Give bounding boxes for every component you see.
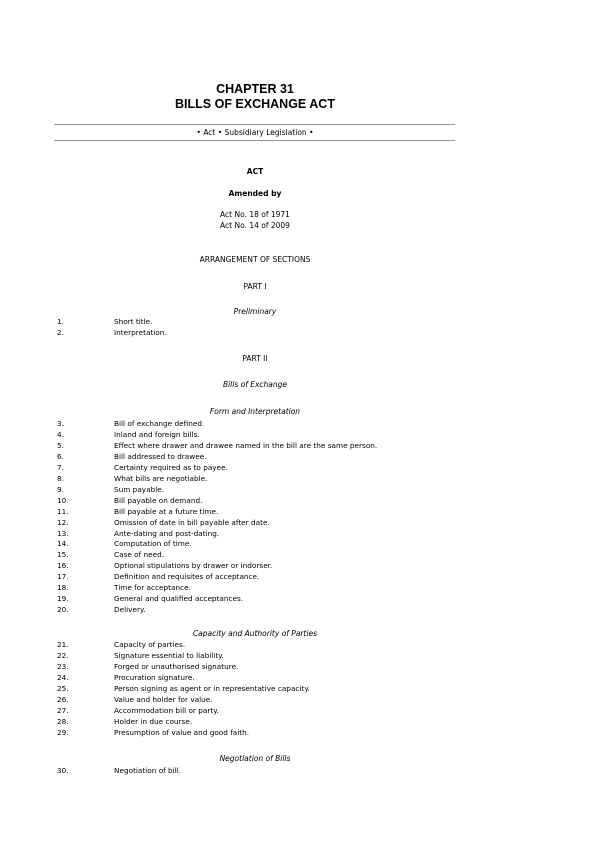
section-number: 13. — [57, 528, 69, 538]
section-number: 19. — [57, 594, 69, 604]
section-title-link[interactable]: Optional stipulations by drawer or indorser. — [114, 561, 273, 571]
section-row[interactable] — [0, 495, 595, 506]
section-row[interactable] — [0, 316, 595, 327]
section-row[interactable] — [0, 327, 595, 338]
section-title-link[interactable]: Forged or unauthorised signature. — [114, 661, 239, 671]
section-title-link[interactable]: Bill payable on demand. — [114, 495, 203, 505]
section-number: 15. — [57, 550, 69, 560]
section-row[interactable] — [0, 765, 595, 776]
section-title-link[interactable]: Time for acceptance. — [114, 583, 191, 593]
section-row[interactable] — [0, 560, 595, 571]
section-row[interactable] — [0, 683, 595, 694]
section-row[interactable] — [0, 582, 595, 593]
part-subheading: Bills of Exchange — [222, 380, 288, 389]
section-number: 1. — [57, 317, 64, 326]
section-title-link[interactable]: Person signing as agent or in representative capacity. — [114, 683, 310, 693]
section-title-link[interactable]: General and qualified acceptances. — [114, 594, 244, 604]
chapter-title: CHAPTER 31 — [216, 82, 294, 96]
section-row[interactable] — [0, 462, 595, 473]
section-title-link[interactable]: Interpretation. — [114, 327, 167, 337]
section-number: 12. — [57, 517, 69, 527]
section-number: 11. — [57, 506, 69, 516]
section-title-link[interactable]: Sum payable. — [114, 484, 165, 494]
section-number: 21. — [57, 640, 69, 649]
act-link[interactable]: Act — [203, 128, 216, 137]
section-number: 20. — [57, 605, 69, 615]
section-title-link[interactable]: Bill payable at a future time. — [114, 506, 219, 516]
nav-links — [0, 128, 510, 137]
section-title-link[interactable]: Accommodation bill or party. — [114, 705, 219, 715]
section-title-link[interactable]: Definition and requisites of acceptance. — [114, 572, 260, 582]
section-title-link[interactable]: Value and holder for value. — [114, 694, 213, 704]
amending-act: Act No. 14 of 2009 — [220, 221, 290, 230]
section-number: 8. — [57, 473, 64, 483]
amending-act: Act No. 18 of 1971 — [220, 210, 290, 219]
section-number: 25. — [57, 683, 69, 693]
section-number: 7. — [57, 462, 64, 472]
section-row[interactable] — [0, 429, 595, 440]
section-row[interactable] — [0, 517, 595, 528]
group-heading: Form and Interpretation — [209, 407, 301, 416]
section-row[interactable] — [0, 571, 595, 582]
section-row[interactable] — [0, 672, 595, 683]
section-row[interactable] — [0, 473, 595, 484]
nav-bullet: • — [196, 128, 201, 137]
section-row[interactable] — [0, 484, 595, 495]
section-number: 30. — [57, 766, 69, 775]
section-title-link[interactable]: Holder in due course. — [114, 716, 193, 726]
part-subheading: Preliminary — [233, 307, 277, 316]
section-row[interactable] — [0, 418, 595, 429]
section-row[interactable] — [0, 604, 595, 615]
section-row[interactable] — [0, 705, 595, 716]
section-row[interactable] — [0, 528, 595, 539]
top-divider — [54, 124, 455, 125]
section-number: 10. — [57, 495, 69, 505]
section-row[interactable] — [0, 593, 595, 604]
section-row[interactable] — [0, 506, 595, 517]
section-number: 16. — [57, 561, 69, 571]
act-title: BILLS OF EXCHANGE ACT — [175, 97, 335, 111]
section-row[interactable] — [0, 694, 595, 705]
section-number: 2. — [57, 327, 64, 337]
nav-bullet: • — [217, 128, 223, 137]
section-number: 26. — [57, 694, 69, 704]
section-title-link[interactable]: Short title. — [114, 317, 153, 326]
section-title-link[interactable]: Certainty required as to payee. — [114, 462, 228, 472]
section-number: 17. — [57, 572, 69, 582]
section-number: 27. — [57, 705, 69, 715]
section-title-link[interactable]: Omission of date in bill payable after date. — [114, 517, 270, 527]
section-row[interactable] — [0, 538, 595, 549]
part-heading: PART I — [243, 282, 267, 291]
section-row[interactable] — [0, 727, 595, 738]
section-title-link[interactable]: Effect where drawer and drawee named in the bill are the same person. — [114, 440, 378, 450]
act-label: ACT — [246, 167, 264, 176]
group-heading: Capacity and Authority of Parties — [192, 629, 318, 638]
section-row[interactable] — [0, 549, 595, 560]
group-heading: Negotiation of Bills — [219, 754, 291, 763]
section-title-link[interactable]: Bill addressed to drawee. — [114, 451, 207, 461]
section-number: 24. — [57, 672, 69, 682]
section-number: 28. — [57, 716, 69, 726]
section-title-link[interactable]: Presumption of value and good faith. — [114, 727, 250, 737]
section-title-link[interactable]: Bill of exchange defined. — [114, 419, 205, 428]
arrangement-heading: ARRANGEMENT OF SECTIONS — [199, 255, 311, 264]
section-number: 23. — [57, 661, 69, 671]
section-title-link[interactable]: Procuration signature. — [114, 672, 195, 682]
section-number: 5. — [57, 440, 64, 450]
section-row[interactable] — [0, 716, 595, 727]
section-number: 18. — [57, 583, 69, 593]
section-title-link[interactable]: Ante-dating and post-dating. — [114, 528, 220, 538]
section-number: 22. — [57, 650, 69, 660]
section-title-link[interactable]: What bills are negotiable. — [114, 473, 208, 483]
section-title-link[interactable]: Signature essential to liability. — [114, 650, 224, 660]
nav-bullet: • — [309, 128, 314, 137]
subsidiary-legislation-link[interactable]: Subsidiary Legislation — [224, 128, 307, 137]
section-number: 3. — [57, 419, 64, 428]
section-row[interactable] — [0, 440, 595, 451]
section-title-link[interactable]: Negotiation of bill. — [114, 766, 182, 775]
amended-by-label: Amended by — [228, 189, 282, 198]
section-number: 6. — [57, 451, 64, 461]
section-number: 14. — [57, 539, 69, 549]
section-row[interactable] — [0, 639, 595, 650]
section-row[interactable] — [0, 451, 595, 462]
section-number: 29. — [57, 727, 69, 737]
part-heading: PART II — [242, 354, 268, 363]
bottom-divider — [54, 140, 455, 141]
section-title-link[interactable]: Delivery. — [114, 605, 146, 615]
section-title-link[interactable]: Computation of time. — [114, 539, 192, 549]
section-title-link[interactable]: Capacity of parties. — [114, 640, 186, 649]
section-row[interactable] — [0, 661, 595, 672]
section-row[interactable] — [0, 650, 595, 661]
section-number: 4. — [57, 429, 64, 439]
section-number: 9. — [57, 484, 64, 494]
section-title-link[interactable]: Inland and foreign bills. — [114, 429, 200, 439]
section-title-link[interactable]: Case of need. — [114, 550, 165, 560]
